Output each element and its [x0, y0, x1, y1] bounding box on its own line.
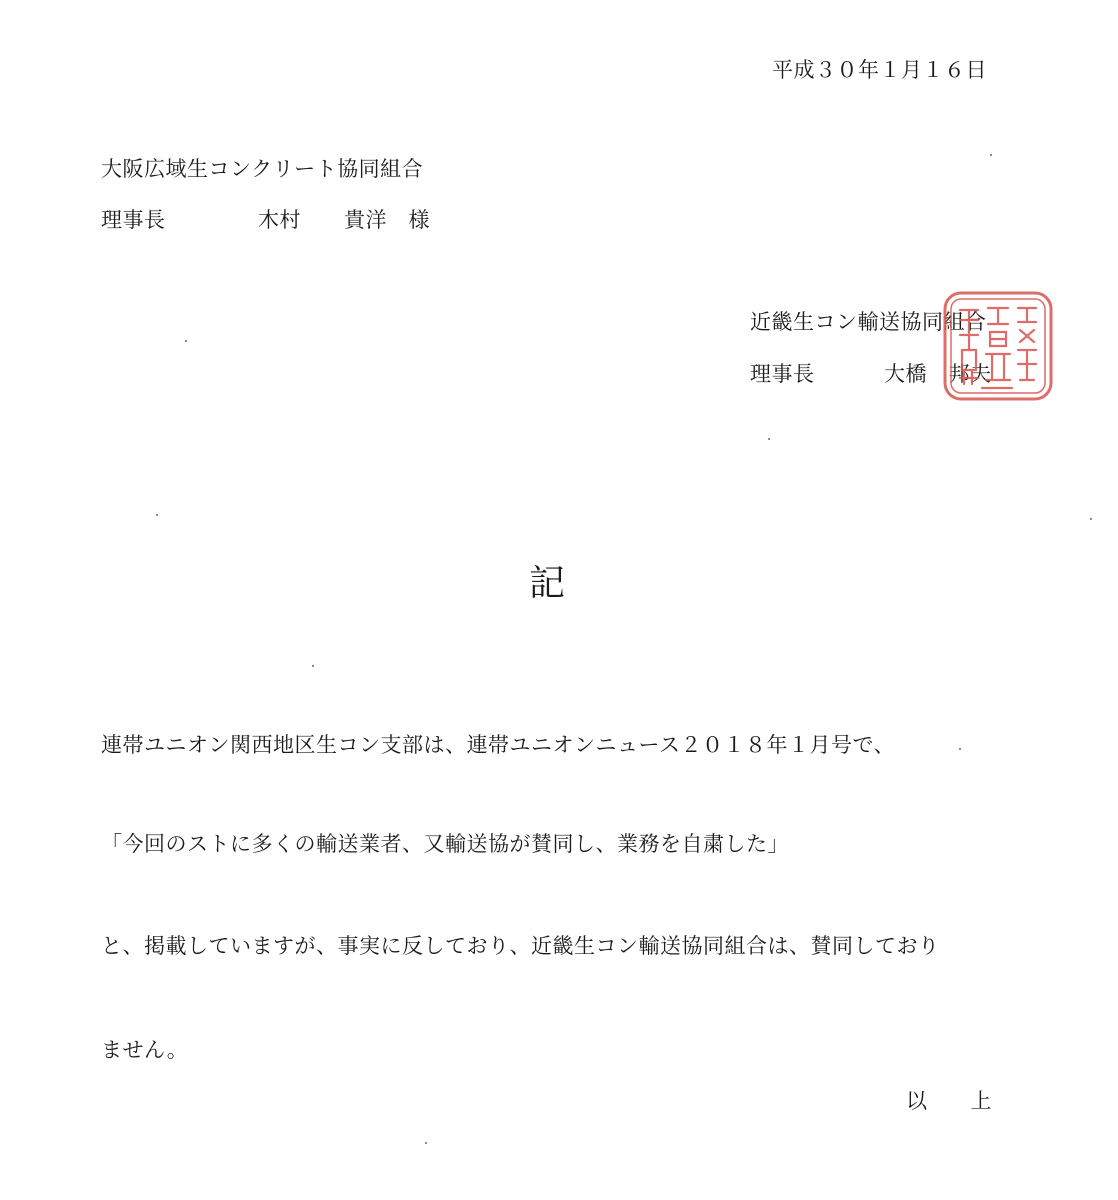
seal-stamp-icon [942, 290, 1054, 402]
scan-speck [185, 340, 187, 342]
scan-speck [425, 1142, 427, 1144]
body-paragraph: 連帯ユニオン関西地区生コン支部は、連帯ユニオンニュース２０１８年１月号で、 [101, 733, 896, 757]
scan-speck [156, 514, 158, 516]
body-paragraph: 「今回のストに多くの輸送業者、又輸送協が賛同し、業務を自粛した」 [101, 832, 789, 856]
scan-speck [768, 438, 770, 440]
body-paragraph: と、掲載していますが、事実に反しており、近畿生コン輸送協同組合は、賛同しており [101, 934, 940, 958]
recipient-organization: 大阪広域生コンクリート協同組合 [101, 157, 424, 181]
document-date: 平成３０年１月１６日 [772, 58, 987, 82]
sender-name: 大橋 邦夫 [884, 362, 992, 386]
closing-remark: 以 上 [906, 1089, 992, 1113]
sender-title: 理事長 [750, 362, 815, 386]
recipient-name: 木村 貴洋 様 [258, 208, 430, 232]
body-paragraph: ません。 [101, 1038, 189, 1062]
scan-speck [959, 748, 961, 750]
scan-speck [1090, 518, 1092, 520]
heading: 記 [529, 563, 566, 604]
scan-speck [990, 154, 992, 156]
recipient-title: 理事長 [101, 208, 166, 232]
scan-speck [312, 665, 314, 667]
sender-organization: 近畿生コン輸送協同組合 [750, 310, 987, 334]
